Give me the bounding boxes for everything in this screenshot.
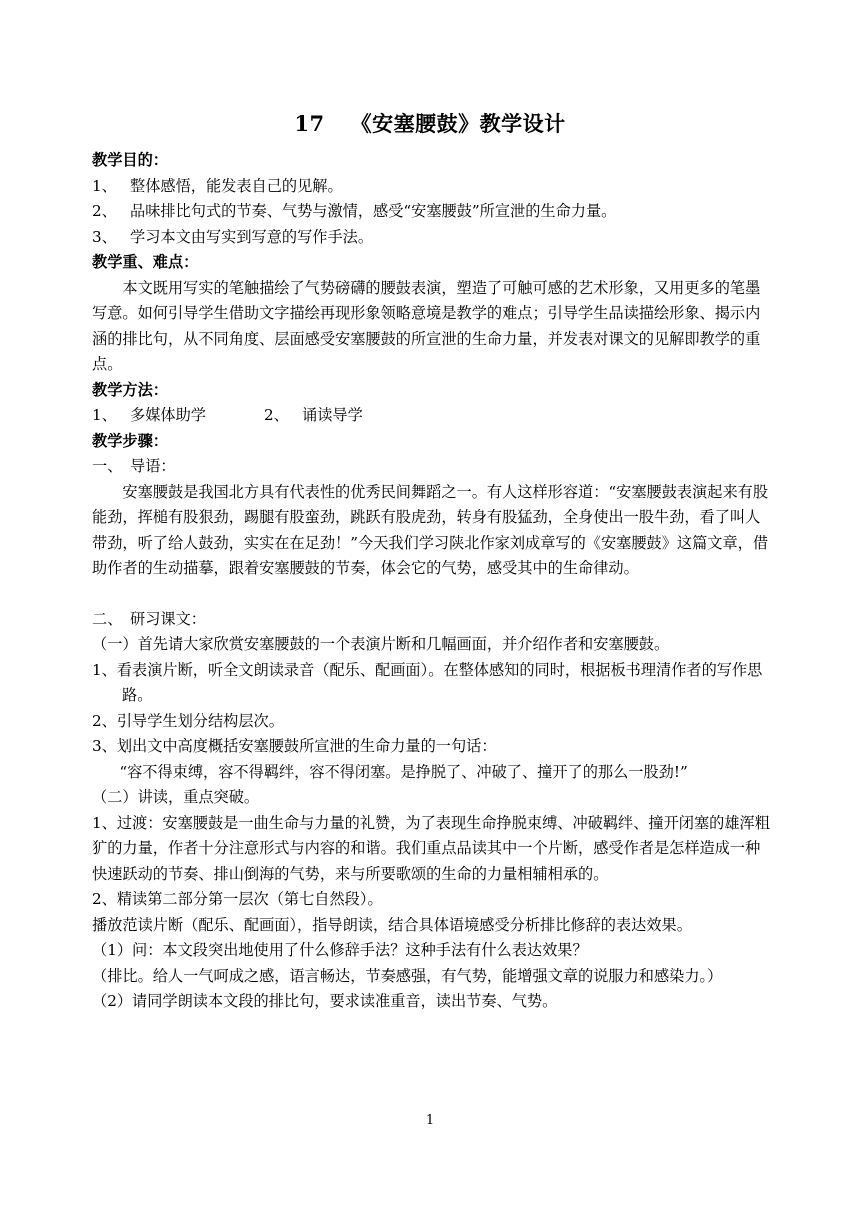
goal-item-3 <box>92 225 770 251</box>
goal-text: 学习本文由写实到写意的写作手法。 <box>130 227 373 246</box>
question-1: （1）问：本文段突出地使用了什么修辞手法？这种手法有什么表达效果？ <box>92 941 588 959</box>
goal-number: 2、 <box>92 202 117 220</box>
question-2: （2）请同学朗读本文段的排比句，要求读准重音，读出节奏、气势。 <box>92 992 558 1010</box>
focus-paragraph: 本文既用写实的笔触描绘了气势磅礴的腰鼓表演，塑造了可触可感的艺术形象，又用更多的笔墨写意。如何引导学生借助文字描绘再现形象领略意境是教学的难点；引导学生品读描绘形象、揭示内涵的排比句，从不同角度、层面感受安塞腰鼓的所宣泄的生命力量，并发表对课文的见解即教学的重点。 <box>92 278 761 373</box>
intro-paragraph: 安塞腰鼓是我国北方具有代表性的优秀民间舞蹈之一。有人这样形容道：“安塞腰鼓表演起来有股能劲，挥槌有股狠劲，踢腿有股蛮劲，跳跃有股虎劲，转身有股猛劲，全身使出一股牛劲，看了叫人带劲，听了给人鼓劲，实实在在足劲！”今天我们学习陕北作家刘成章写的《安塞腰鼓》这篇文章，借助作者的生动描摹，跟着安塞腰鼓的节奏，体会它的气势，感受其中的生命律动。 <box>92 482 769 577</box>
page-number: 1 <box>425 1113 435 1128</box>
part2-item-2: 2、精读第二部分第一层次（第七自然段）。 <box>92 890 383 908</box>
part1-heading: （一）首先请大家欣赏安塞腰鼓的一个表演片断和几幅画面，并介绍作者和安塞腰鼓。 <box>92 635 670 653</box>
goal-item-1 <box>92 174 770 200</box>
step-title: 导语： <box>130 457 176 475</box>
method-number: 1、 <box>92 406 117 424</box>
goal-number: 1、 <box>92 176 117 195</box>
methods-heading: 教学方法： <box>92 380 168 399</box>
part1-item-3: 3、划出文中高度概括安塞腰鼓所宣泄的生命力量的一句话： <box>92 737 497 755</box>
title-text: 《安塞腰鼓》教学设计 <box>350 111 566 136</box>
goal-number: 3、 <box>92 227 117 246</box>
goal-item-2 <box>92 199 770 225</box>
part2-instruction: 播放范读片断（配乐、配画面），指导朗读，结合具体语境感受分析排比修辞的表达效果。 <box>92 915 692 934</box>
method-text: 诵读导学 <box>302 406 363 424</box>
goals-heading: 教学目的： <box>92 151 168 169</box>
key-quote: “容不得束缚，容不得羁绊，容不得闭塞。是挣脱了、冲破了、撞开了的那么一股劲!” <box>119 762 688 781</box>
document-body <box>92 148 770 1015</box>
step1-heading <box>92 454 770 480</box>
step2-heading <box>92 607 770 633</box>
steps-heading: 教学步骤： <box>92 431 168 450</box>
document-title <box>0 108 860 138</box>
part1-item-2: 2、引导学生划分结构层次。 <box>92 711 284 730</box>
step-number: 二、 <box>92 609 123 628</box>
title-number: 17 <box>294 111 325 136</box>
answer-1: （排比。给人一气呵成之感，语言畅达，节奏感强，有气势，能增强文章的说服力和感染力。） <box>92 966 723 985</box>
goal-text: 品味排比句式的节奏、气势与激情，感受“安塞腰鼓”所宣泄的生命力量。 <box>130 202 617 220</box>
part2-item-1: 1、过渡：安塞腰鼓是一曲生命与力量的礼赞，为了表现生命挣脱束缚、冲破羁绊、撞开闭塞的雄浑粗犷的力量，作者十分注意形式与内容的和谐。我们重点品读其中一个片断，感受作者是怎样造成一种快速跃动的节奏、排山倒海的气势，来与所要歌颂的生命的力量相辅相承的。 <box>92 813 770 883</box>
paragraph-spacer <box>92 582 770 607</box>
methods-list <box>92 403 770 429</box>
goal-text: 整体感悟，能发表自己的见解。 <box>130 176 343 195</box>
part2-heading: （二）讲读，重点突破。 <box>92 788 260 806</box>
step-number: 一、 <box>92 457 123 475</box>
focus-heading: 教学重、难点： <box>92 253 199 271</box>
step-title: 研习课文： <box>130 609 206 628</box>
method-number: 2、 <box>264 406 289 424</box>
method-text: 多媒体助学 <box>130 406 206 424</box>
part1-item-1: 1、看表演片断，听全文朗读录音（配乐、配画面）。在整体感知的同时，根据板书理清作者的写作思路。 <box>92 660 763 704</box>
